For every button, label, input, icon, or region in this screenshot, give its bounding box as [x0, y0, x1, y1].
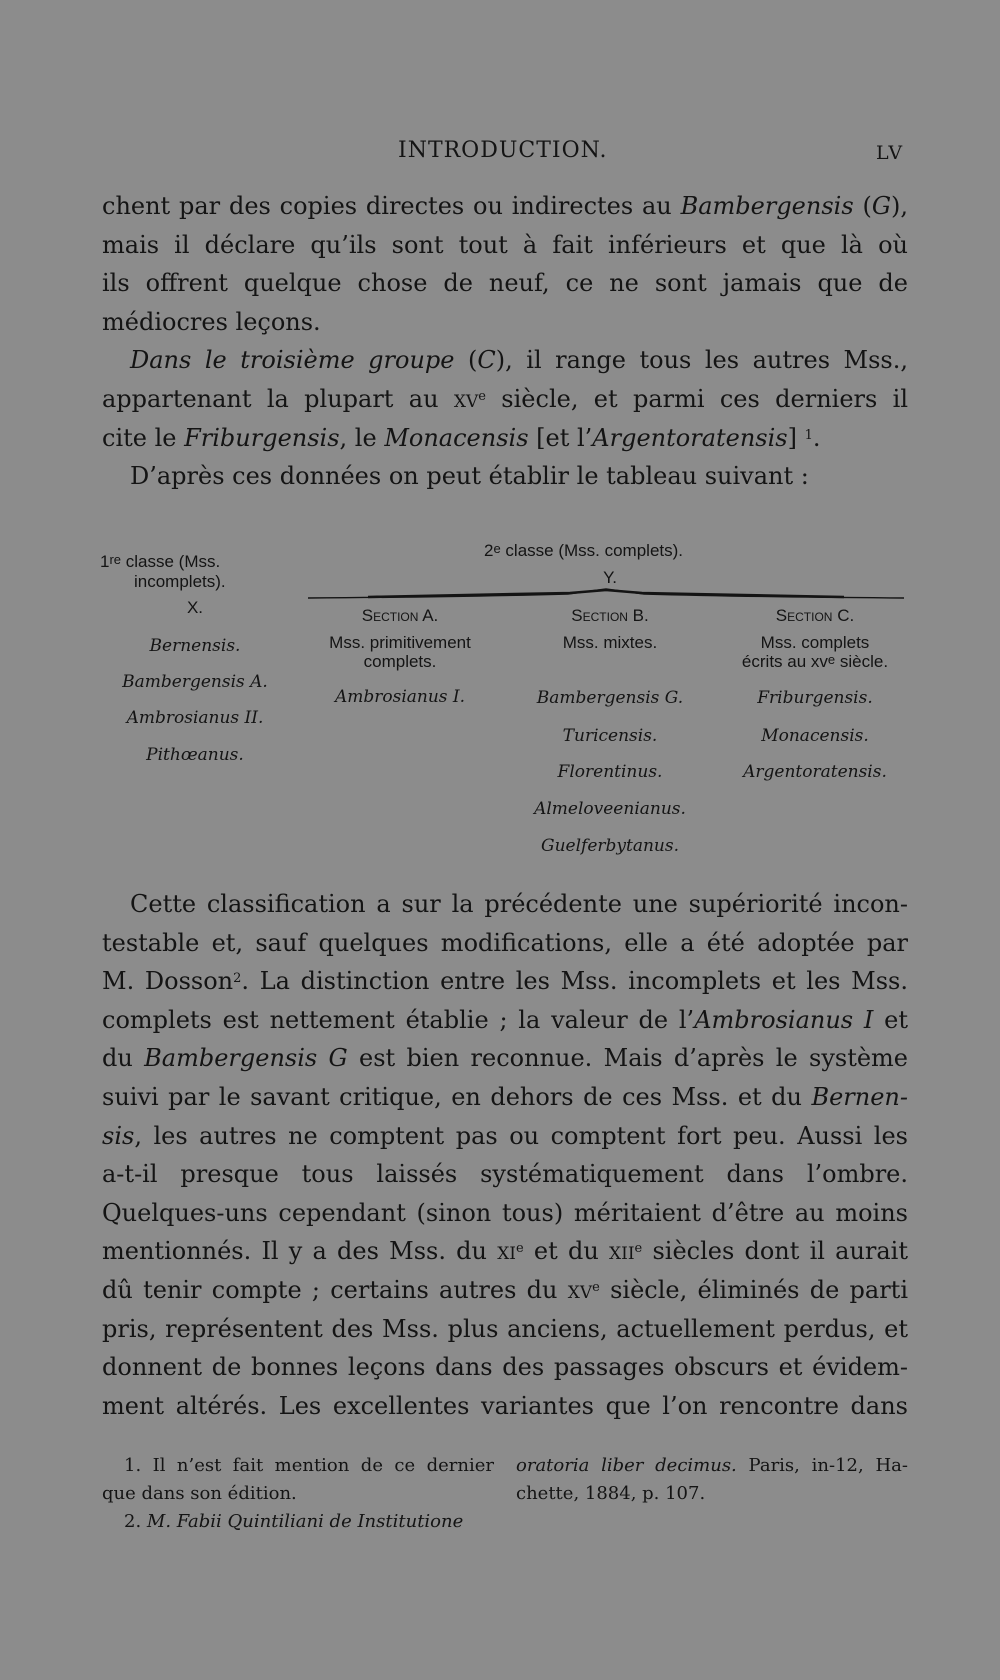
running-title: INTRODUCTION.	[398, 138, 608, 163]
section-c-desc: Mss. complets	[760, 633, 870, 652]
class2-heading: 2e classe (Mss. complets).	[484, 541, 684, 560]
class1-heading-cont: incomplets).	[134, 572, 226, 591]
text-line: cite le Friburgensis, le Monacensis [et l’Argentoratensis] $^1$.	[102, 423, 821, 452]
text-line: pris, représentent des Mss. plus anciens, actuellement perdus, et	[102, 1314, 908, 1343]
section-c-desc: écrits au $xv^e$ siècle.	[741, 652, 889, 671]
section-b-item: Bambergensis G.	[536, 688, 684, 708]
text-line: Dans le troisième groupe (C), il range tous les autres Mss.,	[130, 346, 908, 375]
section-b-title: Section B.	[571, 606, 649, 625]
footnote-column-left	[102, 1452, 494, 1536]
section-c-item: Monacensis.	[761, 726, 869, 746]
text-line: Quelques-uns cependant (sinon tous) méritaient d’être au moins	[102, 1198, 908, 1227]
class1-letter: X.	[186, 598, 204, 617]
footnote-1-cont: que dans son édition.	[102, 1483, 297, 1504]
section-a-title: Section A.	[361, 606, 439, 625]
section-a-desc: complets.	[363, 652, 437, 671]
text-line: D’après ces données on peut établir le tableau suivant :	[130, 462, 809, 491]
text-line: mentionnés. Il y a des Mss. du $xi^e$ et du xii$^e$ siècles dont il aurait	[102, 1237, 909, 1266]
class2-letter: Y.	[603, 568, 617, 587]
section-c-title: Section C.	[775, 606, 855, 625]
class1-item: Bernensis.	[149, 636, 241, 656]
page-number: LV	[876, 142, 905, 164]
class1-item: Bambergensis A.	[122, 672, 268, 692]
text-line: médiocres leçons.	[102, 307, 321, 336]
text-line: sis, les autres ne comptent pas ou comptent fort peu. Aussi les	[102, 1121, 908, 1150]
class1-heading: 1re classe (Mss.	[100, 552, 221, 571]
text-line: dû tenir compte ; certains autres du $xv^e$ siècle, éliminés de parti	[102, 1275, 908, 1304]
text-line: testable et, sauf quelques modifications, elle a été adoptée par	[102, 928, 908, 957]
footnote-2: 2. M. Fabii Quintiliani de Institutione	[124, 1511, 464, 1532]
footnote-ref: 1	[804, 427, 813, 443]
text-line: chent par des copies directes ou indirectes au Bambergensis (G),	[102, 192, 908, 220]
section-b-item: Guelferbytanus.	[541, 836, 679, 856]
text-line: suivi par le savant critique, en dehors de ces Mss. et du Bernen-	[102, 1082, 908, 1111]
section-b-item: Turicensis.	[562, 726, 658, 746]
section-c-item: Argentoratensis.	[743, 762, 887, 782]
text-line: Cette classification a sur la précédente une supériorité incon-	[130, 890, 908, 918]
class1-item: Pithœanus.	[146, 745, 244, 765]
section-c-item: Friburgensis.	[757, 688, 873, 708]
section-a-item: Ambrosianus I.	[334, 687, 466, 707]
text-block-bottom	[102, 885, 908, 1425]
text-line: M. Dosson$^2$. La distinction entre les Mss. incomplets et les Mss.	[102, 967, 908, 996]
text-line: complets est nettement établie ; la valeur de l’Ambrosianus I et	[102, 1005, 909, 1034]
text-line: ils offrent quelque chose de neuf, ce ne sont jamais que de	[102, 269, 908, 298]
footnote-2-cont: oratoria liber decimus. Paris, in-12, Ha-	[516, 1455, 908, 1476]
class1-item: Ambrosianus II.	[126, 708, 264, 728]
text-line: ment altérés. Les excellentes variantes que l’on rencontre dans	[102, 1391, 908, 1420]
section-b-item: Almeloveenianus.	[534, 799, 686, 819]
text-line: appartenant la plupart au $xv^e$ siècle, et parmi ces derniers il	[102, 384, 908, 413]
footnote-1: 1. Il n’est fait mention de ce dernier	[124, 1455, 494, 1476]
section-b-desc: Mss. mixtes.	[562, 633, 658, 652]
footnote-2-cont: chette, 1884, p. 107.	[516, 1483, 706, 1504]
brace-rule	[308, 588, 904, 602]
text-line: mais il déclare qu’ils sont tout à fait inférieurs et que là où	[102, 230, 908, 259]
section-a-desc: Mss. primitivement	[329, 633, 471, 652]
section-b-item: Florentinus.	[557, 762, 663, 782]
footnote-column-right	[516, 1452, 908, 1508]
footnote-ref: 2	[233, 971, 242, 987]
text-line: a-t-il presque tous laissés systématiquement dans l’ombre.	[102, 1160, 908, 1189]
text-line: du Bambergensis G est bien reconnue. Mais d’après le système	[102, 1044, 909, 1073]
text-line: donnent de bonnes leçons dans des passages obscurs et évidem-	[102, 1353, 908, 1382]
